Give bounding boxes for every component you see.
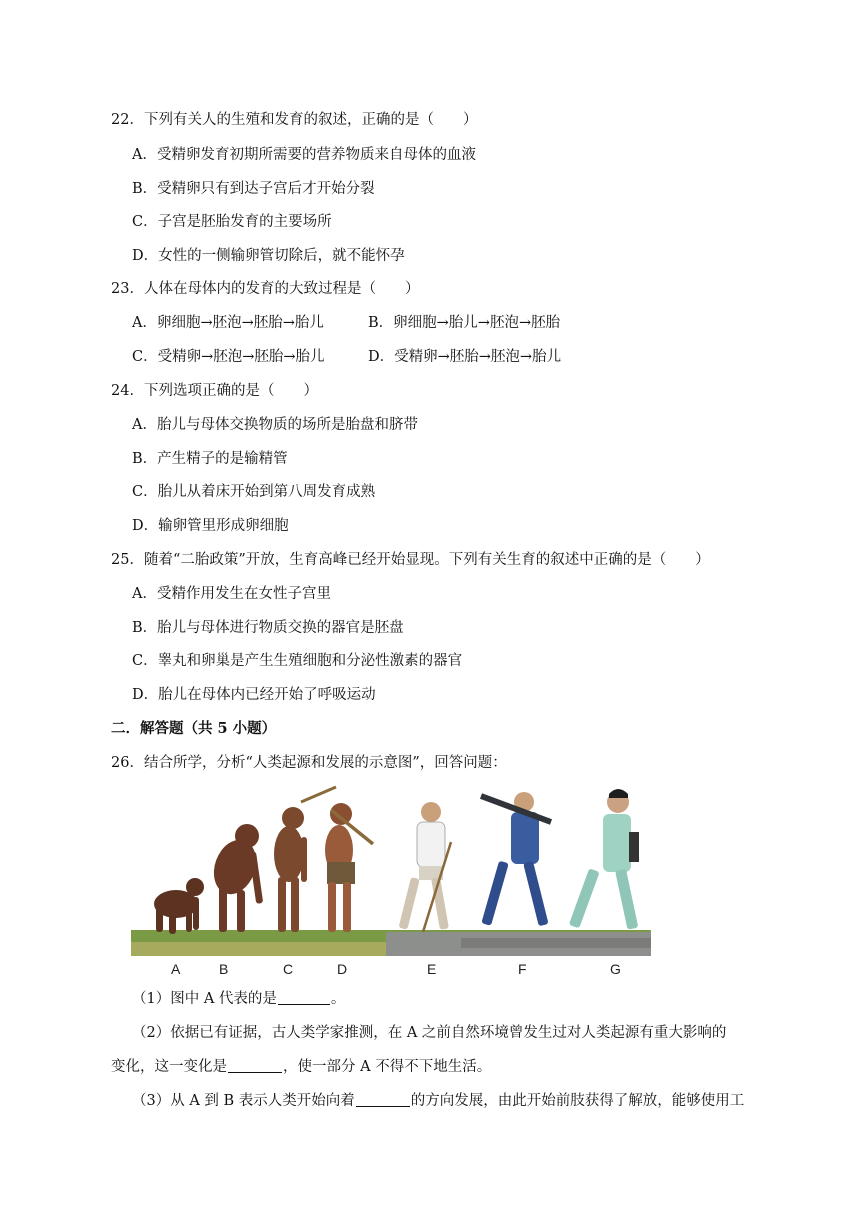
question-25-option-a: A．受精作用发生在女性子宫里 <box>132 586 331 602</box>
figure-label-e: E <box>427 961 437 977</box>
section-heading: 二．解答题（共 5 小题） <box>111 720 277 737</box>
part-1-end: 。 <box>330 991 346 1007</box>
question-25-option-c: C．睾丸和卵巢是产生生殖细胞和分泌性激素的器官 <box>132 653 463 669</box>
question-26-part-2-line-1: （2）依据已有证据，古人类学家推测，在 A 之前自然环境曾发生过对人类起源有重大影响的 <box>132 1025 727 1041</box>
figure-f-worker <box>481 792 551 926</box>
answer-blank-1[interactable] <box>278 990 330 1005</box>
figure-label-d: D <box>337 961 348 977</box>
question-23-option-b: B．卵细胞→胎儿→胚泡→胚胎 <box>368 315 561 331</box>
question-22-option-a: A．受精卵发育初期所需要的营养物质来自母体的血液 <box>132 147 476 163</box>
question-24-option-c: C．胎儿从着床开始到第八周发育成熟 <box>132 484 376 500</box>
question-25-option-d: D．胎儿在母体内已经开始了呼吸运动 <box>132 687 376 703</box>
part-2-text: 变化，这一变化是 <box>111 1059 227 1075</box>
part-1-text: （1）图中 A 代表的是 <box>132 991 277 1007</box>
question-25-stem: 25．随着“二胎政策”开放，生育高峰已经开始显现。下列有关生育的叙述中正确的是（ ） <box>111 552 710 568</box>
figure-label-g: G <box>610 961 621 977</box>
figure-label-b: B <box>219 961 229 977</box>
part-3-end: 的方向发展，由此开始前肢获得了解放，能够使用工 <box>410 1093 745 1109</box>
question-22-stem: 22．下列有关人的生殖和发育的叙述，正确的是（ ） <box>111 112 478 128</box>
answer-blank-3[interactable] <box>356 1092 410 1107</box>
question-26-part-2-line-2 <box>111 1057 491 1077</box>
figure-label-a: A <box>171 961 181 977</box>
figure-d-early-human <box>325 803 373 932</box>
answer-blank-2[interactable] <box>228 1058 282 1073</box>
figure-g-modern-human <box>569 789 639 930</box>
question-23-option-d: D．受精卵→胚胎→胚泡→胎儿 <box>368 349 562 365</box>
question-24-option-a: A．胎儿与母体交换物质的场所是胎盘和脐带 <box>132 417 418 433</box>
figure-label-c: C <box>283 961 294 977</box>
question-22-option-b: B．受精卵只有到达子宫后才开始分裂 <box>132 181 375 197</box>
figure-e-walking-man <box>399 802 451 932</box>
figure-a-ape <box>154 878 204 934</box>
question-26-stem: 26．结合所学，分析“人类起源和发展的示意图”，回答问题： <box>111 755 507 771</box>
question-22-option-d: D．女性的一侧输卵管切除后，就不能怀孕 <box>132 248 405 264</box>
figure-label-f: F <box>518 961 527 977</box>
question-24-option-b: B．产生精子的是输精管 <box>132 451 288 467</box>
question-24-stem: 24．下列选项正确的是（ ） <box>111 383 318 399</box>
human-evolution-figure <box>131 782 651 978</box>
question-26-part-1 <box>132 989 345 1009</box>
question-25-option-b: B．胎儿与母体进行物质交换的器官是胚盘 <box>132 620 404 636</box>
part-2-end: ，使一部分 A 不得不下地生活。 <box>283 1059 492 1075</box>
question-24-option-d: D．输卵管里形成卵细胞 <box>132 518 289 534</box>
part-3-text: （3）从 A 到 B 表示人类开始向着 <box>132 1093 355 1109</box>
question-23-option-c: C．受精卵→胚泡→胚胎→胎儿 <box>132 349 325 365</box>
question-22-option-c: C．子宫是胚胎发育的主要场所 <box>132 214 332 230</box>
question-23-option-a: A．卵细胞→胚泡→胚胎→胎儿 <box>132 315 324 331</box>
figure-b-hominid <box>207 824 264 932</box>
question-26-part-3 <box>132 1091 744 1111</box>
question-23-stem: 23．人体在母体内的发育的大致过程是（ ） <box>111 281 420 297</box>
